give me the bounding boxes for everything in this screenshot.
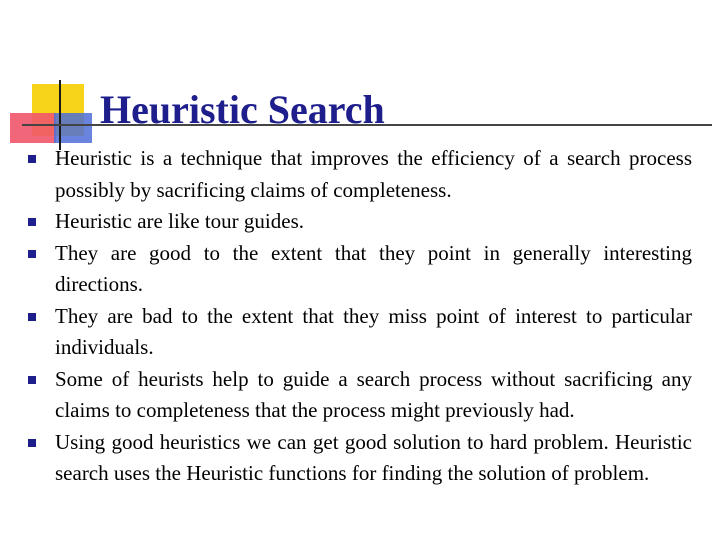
square-bullet-icon: [28, 313, 36, 321]
logo-red-square: [10, 113, 56, 143]
square-bullet-icon: [28, 218, 36, 226]
bullet-item: [28, 364, 692, 427]
logo-vertical-line: [59, 80, 61, 150]
bullet-text: They are good to the extent that they point in generally interesting directions.: [55, 240, 692, 296]
bullet-item: [28, 206, 692, 238]
bullet-item: [28, 143, 692, 206]
bullet-text: Using good heuristics we can get good solution to hard problem. Heuristic search uses the Heuristic functions for finding the solution of problem.: [55, 429, 692, 485]
slide-title: Heuristic Search: [100, 87, 385, 132]
decorative-logo-squares: [0, 0, 120, 160]
square-bullet-icon: [28, 250, 36, 258]
bullet-text: Heuristic are like tour guides.: [55, 209, 305, 233]
bullet-item: [28, 301, 692, 364]
square-bullet-icon: [28, 376, 36, 384]
bullet-text: They are bad to the extent that they miss point of interest to particular individuals.: [55, 303, 692, 359]
bullet-item: [28, 238, 692, 301]
bullet-item: [28, 427, 692, 490]
bullet-text: Some of heurists help to guide a search process without sacrificing any claims to completeness that the process might previously had.: [55, 366, 692, 422]
square-bullet-icon: [28, 439, 36, 447]
square-bullet-icon: [28, 155, 36, 163]
bullet-list: [28, 143, 692, 490]
bullet-text: Heuristic is a technique that improves the efficiency of a search process possibly by sacrificing claims of completeness.: [55, 146, 692, 202]
